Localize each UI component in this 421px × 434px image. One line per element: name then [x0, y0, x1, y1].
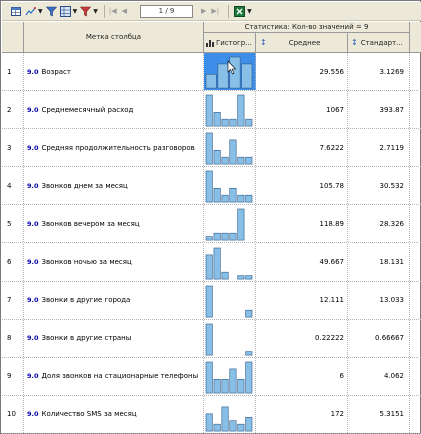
histogram-chart	[204, 205, 256, 242]
row-filler	[410, 91, 421, 128]
column-label-cell[interactable]	[24, 244, 204, 281]
histogram-bar	[222, 157, 228, 164]
header-filler	[410, 22, 421, 53]
histogram-bar	[246, 362, 252, 393]
histogram-bar	[214, 189, 220, 203]
measurement-level-badge: 9.0	[27, 143, 39, 152]
histogram-bar	[214, 379, 220, 393]
column-label-cell[interactable]	[24, 129, 204, 166]
std-value: 0.66667	[348, 320, 410, 357]
excel-export-icon[interactable]	[233, 5, 246, 18]
histogram-chart	[204, 396, 256, 433]
column-label-text: Звонки в другие страны	[41, 334, 132, 343]
histogram-bar	[214, 424, 220, 431]
histogram-cell[interactable]	[204, 129, 256, 166]
histogram-chart	[204, 244, 256, 281]
measurement-level-badge: 9.0	[27, 67, 39, 76]
column-label-cell[interactable]	[24, 396, 204, 433]
measurement-level-badge: 9.0	[27, 219, 39, 228]
last-page-button[interactable]: ▶|	[211, 7, 220, 15]
row-number: 6	[2, 244, 24, 281]
histogram-bar	[214, 112, 220, 126]
histogram-bar	[222, 234, 228, 241]
histogram-bar	[206, 254, 212, 278]
row-filler	[410, 358, 421, 395]
mean-value: 1067	[256, 91, 348, 128]
std-value: 4.062	[348, 358, 410, 395]
histogram-bar	[222, 407, 228, 431]
std-value: 5.3151	[348, 396, 410, 433]
histogram-bar	[238, 95, 244, 126]
column-label-text: Звонков ночью за месяц	[41, 258, 132, 267]
row-number-header	[2, 22, 24, 53]
histogram-bar	[230, 140, 236, 164]
row-filler	[410, 205, 421, 242]
grid-view-icon[interactable]	[59, 5, 72, 18]
std-value: 30.532	[348, 167, 410, 204]
std-value: 18.131	[348, 244, 410, 281]
histogram-bar	[206, 95, 212, 126]
std-value: 393.87	[348, 91, 410, 128]
column-label-text: Среднемесячный расход	[41, 105, 134, 114]
mean-value: 29.556	[256, 53, 348, 90]
histogram-bar	[206, 133, 212, 164]
histogram-column-header[interactable]	[204, 33, 256, 53]
table-row[interactable]	[2, 396, 421, 434]
histogram-bar	[206, 414, 212, 431]
histogram-bar	[230, 369, 236, 393]
std-column-label: Стандарт...	[360, 38, 403, 47]
measurement-level-badge: 9.0	[27, 410, 39, 419]
histogram-bar	[238, 424, 244, 431]
measurement-level-badge: 9.0	[27, 372, 39, 381]
column-label-cell[interactable]	[24, 205, 204, 242]
table-row[interactable]	[2, 358, 421, 396]
column-label-cell[interactable]	[24, 320, 204, 357]
measurement-level-badge: 9.0	[27, 258, 39, 267]
row-number: 3	[2, 129, 24, 166]
std-value: 2.7119	[348, 129, 410, 166]
histogram-cell[interactable]	[204, 358, 256, 395]
next-page-button[interactable]: ▶	[201, 7, 207, 15]
histogram-bar	[214, 234, 220, 241]
histogram-icon	[206, 39, 214, 47]
std-value: 28.326	[348, 205, 410, 242]
measurement-level-badge: 9.0	[27, 105, 39, 114]
histogram-bar	[246, 351, 252, 354]
row-filler	[410, 320, 421, 357]
histogram-bar	[206, 362, 212, 393]
mean-value: 6	[256, 358, 348, 395]
column-label-cell[interactable]	[24, 167, 204, 204]
row-filler	[410, 167, 421, 204]
mean-column-header[interactable]	[256, 33, 348, 53]
table-row[interactable]	[2, 167, 421, 205]
first-page-button[interactable]: |◀	[108, 7, 117, 15]
histogram-bar	[206, 237, 212, 240]
row-filler	[410, 244, 421, 281]
histogram-bar	[246, 119, 252, 126]
chart-wizard-dropdown-icon[interactable]: ▼	[38, 7, 43, 15]
histogram-column-label: Гистогр...	[216, 38, 252, 47]
grid-view-dropdown-icon[interactable]: ▼	[72, 7, 78, 15]
funnel-filter-icon[interactable]	[79, 5, 92, 18]
row-filler	[410, 53, 421, 90]
mean-value: 118.89	[256, 205, 348, 242]
prev-page-button[interactable]: ◀	[121, 7, 128, 15]
histogram-bar	[238, 275, 244, 278]
toolbar-separator	[104, 5, 105, 18]
row-filler	[410, 282, 421, 319]
histogram-bar	[214, 248, 220, 279]
row-number: 10	[2, 396, 24, 433]
column-label-text: Количество SMS за месяц	[41, 410, 137, 419]
mean-value: 49.667	[256, 244, 348, 281]
funnel-filter-dropdown-icon[interactable]: ▼	[93, 7, 98, 15]
row-number: 4	[2, 167, 24, 204]
histogram-bar	[238, 209, 244, 240]
histogram-bar	[206, 171, 212, 202]
histogram-cell[interactable]	[204, 91, 256, 128]
histogram-bar	[238, 195, 244, 202]
table-row[interactable]	[2, 282, 421, 320]
histogram-cell[interactable]	[204, 167, 256, 204]
column-label-text: Доля звонков на стационарные телефоны	[41, 372, 199, 381]
histogram-bar	[238, 157, 244, 164]
histogram-chart	[204, 129, 256, 166]
excel-export-dropdown-icon[interactable]: ▼	[247, 7, 252, 15]
row-filler	[410, 129, 421, 166]
histogram-chart	[204, 53, 256, 90]
mean-value: 172	[256, 396, 348, 433]
histogram-chart	[204, 282, 256, 319]
histogram-bar	[214, 150, 220, 164]
column-label-text: Возраст	[41, 67, 71, 76]
histogram-bar	[230, 189, 236, 203]
column-label-text: Звонков вечером за месяц	[41, 219, 140, 228]
statistics-table	[2, 22, 421, 434]
histogram-cell[interactable]	[204, 53, 256, 90]
histogram-bar	[230, 234, 236, 241]
table-row[interactable]	[2, 91, 421, 129]
histogram-bar	[222, 272, 228, 279]
histogram-cell[interactable]	[204, 205, 256, 242]
histogram-bar	[246, 157, 252, 164]
statistics-group-header: Статистика: Кол-во значений = 9	[204, 22, 410, 33]
histogram-bar	[222, 379, 228, 393]
row-filler	[410, 396, 421, 433]
column-label-cell[interactable]	[24, 358, 204, 395]
histogram-bar	[230, 421, 236, 431]
table-row[interactable]	[2, 244, 421, 282]
row-number: 5	[2, 205, 24, 242]
row-number: 2	[2, 91, 24, 128]
page-indicator[interactable]: 1 / 9	[140, 5, 193, 18]
filter-icon[interactable]	[45, 5, 58, 18]
histogram-bar	[242, 64, 252, 88]
histogram-bar	[246, 275, 252, 278]
mean-value: 0.22222	[256, 320, 348, 357]
histogram-chart	[204, 167, 256, 204]
histogram-chart	[204, 358, 256, 395]
column-label-header[interactable]: Метка столбца	[24, 22, 204, 53]
table-row[interactable]	[2, 53, 421, 91]
std-column-header[interactable]	[348, 33, 410, 53]
table-settings-icon[interactable]	[10, 5, 23, 18]
mean-value: 105.78	[256, 167, 348, 204]
mean-value: 12.111	[256, 282, 348, 319]
std-value: 3.1269	[348, 53, 410, 90]
column-label-text: Звонков днем за месяц	[41, 181, 128, 190]
histogram-bar	[246, 195, 252, 202]
sort-arrows-icon: ↕	[351, 38, 358, 47]
histogram-bar	[246, 417, 252, 431]
row-number: 1	[2, 53, 24, 90]
measurement-level-badge: 9.0	[27, 181, 39, 190]
row-number: 7	[2, 282, 24, 319]
table-row[interactable]	[2, 129, 421, 167]
histogram-bar	[246, 310, 252, 317]
histogram-cell[interactable]	[204, 244, 256, 281]
column-label-text: Звонки в другие города	[41, 296, 131, 305]
histogram-cell[interactable]	[204, 396, 256, 433]
column-label-text: Средняя продолжительность разговоров	[41, 143, 195, 152]
histogram-cell[interactable]	[204, 320, 256, 357]
std-value: 13.033	[348, 282, 410, 319]
histogram-bar	[230, 57, 240, 88]
histogram-bar	[206, 286, 212, 317]
column-label-cell[interactable]	[24, 53, 204, 90]
column-label-cell[interactable]	[24, 282, 204, 319]
row-number: 8	[2, 320, 24, 357]
chart-wizard-icon[interactable]	[24, 5, 37, 18]
histogram-bar	[218, 64, 228, 88]
toolbar	[2, 2, 421, 21]
toolbar-separator	[228, 5, 229, 18]
measurement-level-badge: 9.0	[27, 296, 39, 305]
row-number: 9	[2, 358, 24, 395]
histogram-bar	[230, 119, 236, 126]
histogram-bar	[206, 74, 216, 88]
sort-arrows-icon: ↕	[260, 38, 267, 47]
histogram-bar	[222, 195, 228, 202]
histogram-chart	[204, 320, 256, 357]
histogram-bar	[222, 119, 228, 126]
measurement-level-badge: 9.0	[27, 334, 39, 343]
histogram-bar	[206, 324, 212, 355]
table-row[interactable]	[2, 320, 421, 358]
table-row[interactable]	[2, 205, 421, 243]
histogram-cell[interactable]	[204, 282, 256, 319]
mean-column-label: Среднее	[288, 38, 321, 47]
mean-value: 7.6222	[256, 129, 348, 166]
histogram-chart	[204, 91, 256, 128]
histogram-bar	[238, 379, 244, 393]
column-label-cell[interactable]	[24, 91, 204, 128]
